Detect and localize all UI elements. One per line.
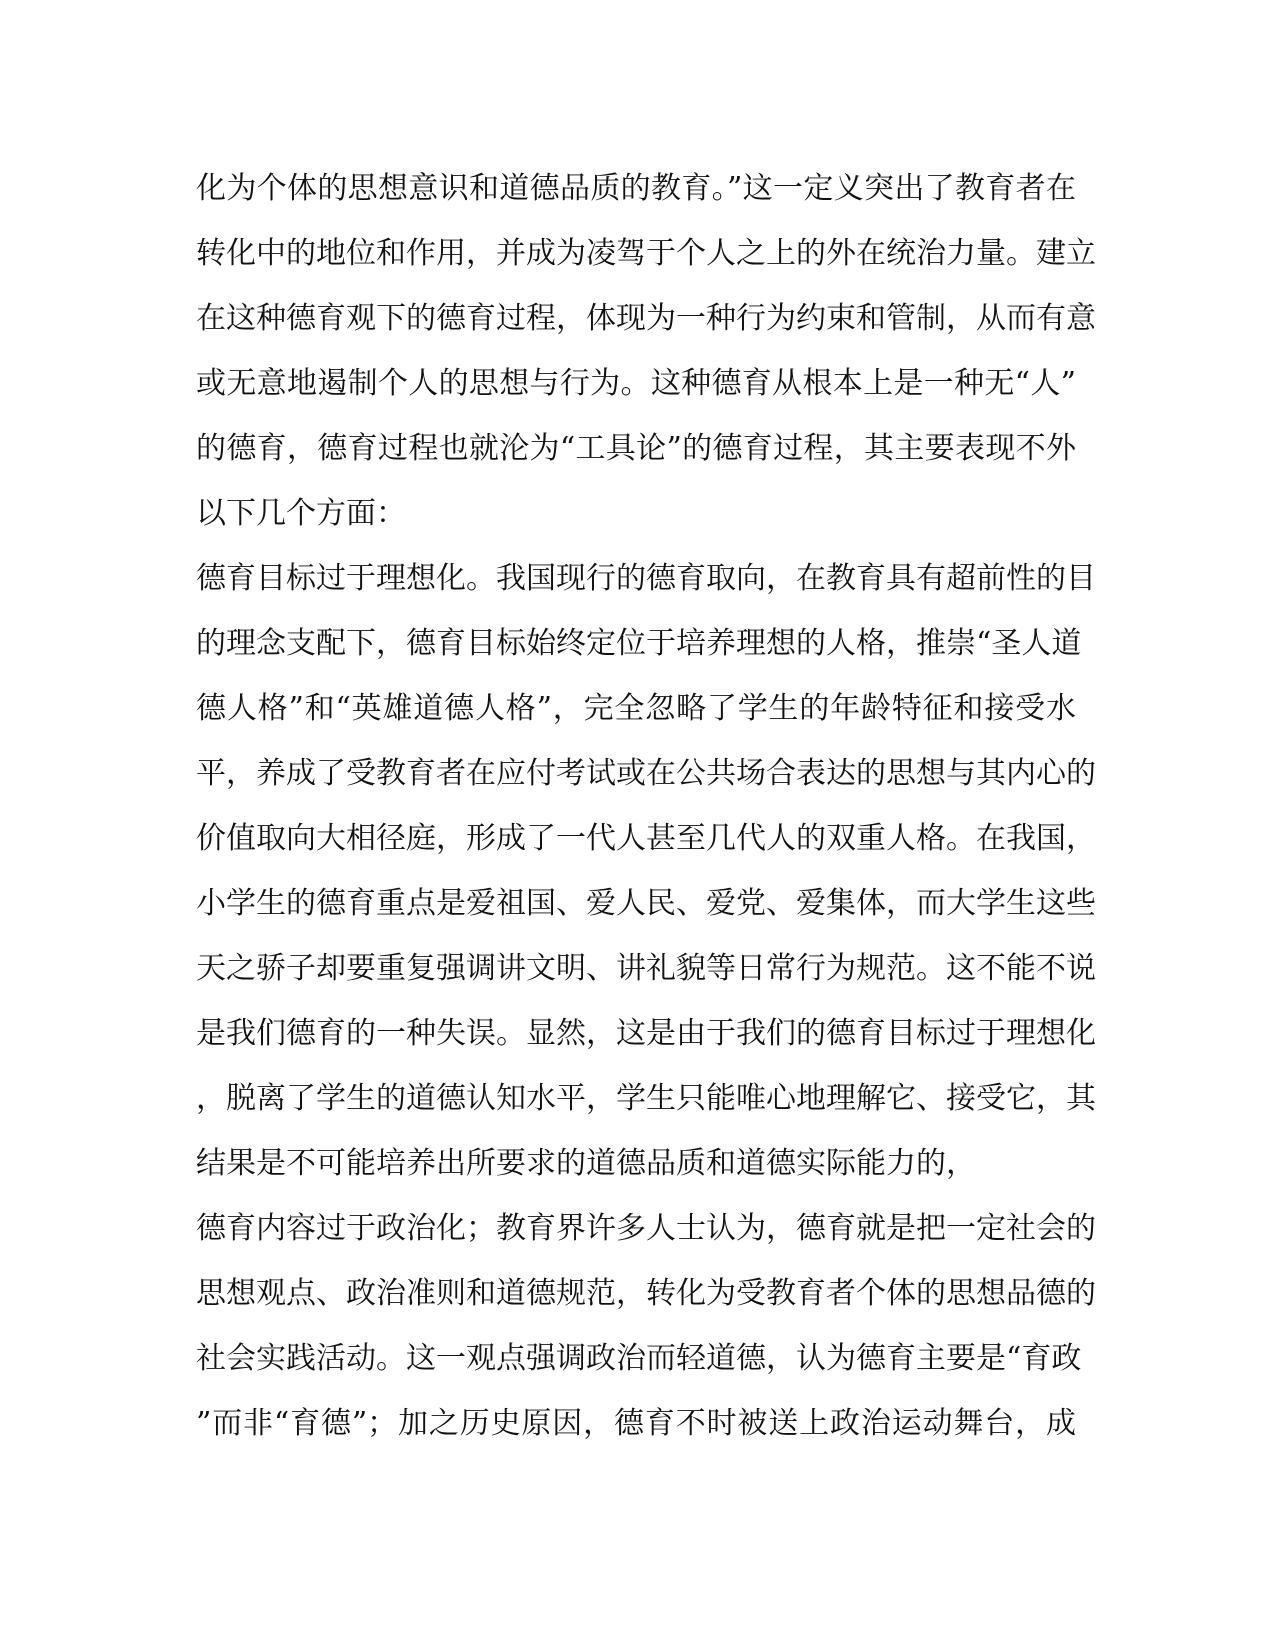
text-line: 或无意地遏制个人的思想与行为。这种德育从根本上是一种无“人” <box>196 366 1076 401</box>
text-line: ，脱离了学生的道德认知水平，学生只能唯心地理解它、接受它，其 <box>196 1081 1096 1116</box>
text-line: 德育内容过于政治化；教育界许多人士认为，德育就是把一定社会的 <box>196 1211 1096 1246</box>
text-line: 在这种德育观下的德育过程，体现为一种行为约束和管制，从而有意 <box>196 301 1096 336</box>
text-line: 价值取向大相径庭，形成了一代人甚至几代人的双重人格。在我国， <box>196 821 1096 856</box>
text-line: 平，养成了受教育者在应付考试或在公共场合表达的思想与其内心的 <box>196 756 1096 791</box>
text-line: 转化中的地位和作用，并成为凌驾于个人之上的外在统治力量。建立 <box>196 236 1096 271</box>
text-line: 德人格”和“英雄道德人格”，完全忽略了学生的年龄特征和接受水 <box>196 691 1076 726</box>
text-line: 化为个体的思想意识和道德品质的教育。”这一定义突出了教育者在 <box>196 171 1076 206</box>
text-line: 社会实践活动。这一观点强调政治而轻道德，认为德育主要是“育政 <box>196 1341 1082 1376</box>
text-line: 以下几个方面： <box>196 496 406 531</box>
text-line: 思想观点、政治准则和道德规范，转化为受教育者个体的思想品德的 <box>196 1276 1096 1311</box>
body-text <box>196 156 1096 1456</box>
text-line: 的德育，德育过程也就沦为“工具论”的德育过程，其主要表现不外 <box>196 431 1076 466</box>
text-line: 天之骄子却要重复强调讲文明、讲礼貌等日常行为规范。这不能不说 <box>196 951 1096 986</box>
text-line: 的理念支配下，德育目标始终定位于培养理想的人格，推崇“圣人道 <box>196 626 1082 661</box>
text-line: 小学生的德育重点是爱祖国、爱人民、爱党、爱集体，而大学生这些 <box>196 886 1096 921</box>
text-line: ”而非“育德”；加之历史原因，德育不时被送上政治运动舞台，成 <box>196 1406 1076 1441</box>
text-line: 结果是不可能培养出所要求的道德品质和道德实际能力的， <box>196 1146 976 1181</box>
text-line: 德育目标过于理想化。我国现行的德育取向，在教育具有超前性的目 <box>196 561 1096 596</box>
text-line: 是我们德育的一种失误。显然，这是由于我们的德育目标过于理想化 <box>196 1016 1096 1051</box>
